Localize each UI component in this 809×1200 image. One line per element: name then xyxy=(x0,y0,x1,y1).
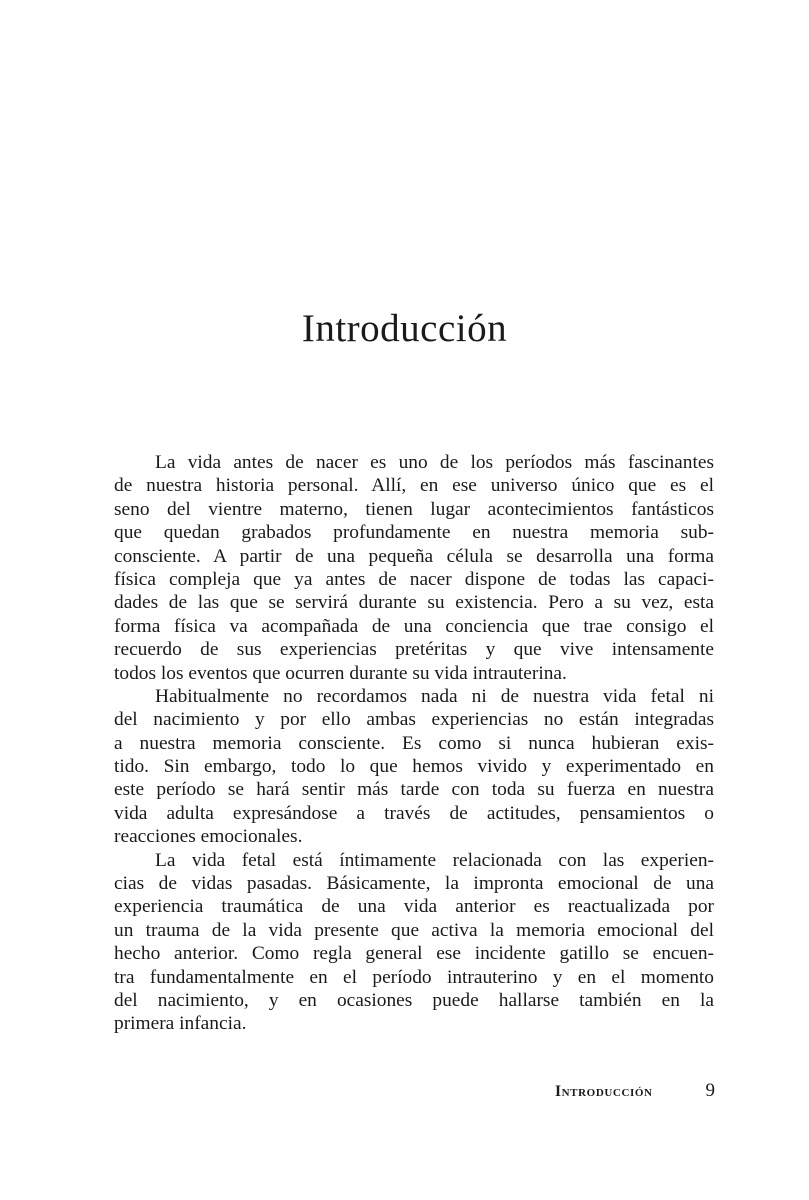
paragraph-2-line-3: a nuestra memoria consciente. Es como si nunca hubieran exis- xyxy=(114,732,714,754)
paragraph-2-line-7: reacciones emocionales. xyxy=(114,826,303,848)
paragraph-3-line-7: del nacimiento, y en ocasiones puede hallarse también en la xyxy=(114,989,714,1011)
page-footer xyxy=(555,1080,715,1107)
chapter-title: Introducción xyxy=(301,307,508,350)
paragraph-3-line-2: cias de vidas pasadas. Básicamente, la impronta emocional de una xyxy=(114,873,714,895)
paragraph-1-line-9: recuerdo de sus experiencias pretéritas y que vive intensamente xyxy=(114,639,714,661)
body-text xyxy=(114,451,714,1036)
paragraph-2-line-2: del nacimiento y por ello ambas experiencias no están integradas xyxy=(114,709,714,731)
paragraph-1-line-5: consciente. A partir de una pequeña célula se desarrolla una forma xyxy=(114,545,714,567)
paragraph-1-line-2: de nuestra historia personal. Allí, en ese universo único que es el xyxy=(114,475,714,497)
page-number: 9 xyxy=(705,1080,715,1101)
paragraph-2-line-1: Habitualmente no recordamos nada ni de nuestra vida fetal ni xyxy=(155,685,714,707)
paragraph-3-line-3: experiencia traumática de una vida anterior es reactualizada por xyxy=(114,896,714,918)
paragraph-1-line-8: forma física va acompañada de una conciencia que trae consigo el xyxy=(114,615,714,637)
paragraph-1-line-10: todos los eventos que ocurren durante su vida intrauterina. xyxy=(114,662,567,684)
paragraph-3-line-6: tra fundamentalmente en el período intrauterino y en el momento xyxy=(114,966,714,988)
paragraph-3-line-1: La vida fetal está íntimamente relacionada con las experien- xyxy=(155,849,714,871)
paragraph-1-line-3: seno del vientre materno, tienen lugar acontecimientos fantásticos xyxy=(114,498,714,520)
paragraph-1-line-1: La vida antes de nacer es uno de los períodos más fascinantes xyxy=(155,452,714,473)
paragraph-3-line-8: primera infancia. xyxy=(114,1013,247,1035)
paragraph-1-line-4: que quedan grabados profundamente en nuestra memoria sub- xyxy=(114,522,714,544)
paragraph-2-line-6: vida adulta expresándose a través de actitudes, pensamientos o xyxy=(114,802,714,824)
running-head: Introducción xyxy=(555,1083,653,1100)
paragraph-3-line-5: hecho anterior. Como regla general ese incidente gatillo se encuen- xyxy=(114,943,714,965)
paragraph-1-line-6: física compleja que ya antes de nacer dispone de todas las capaci- xyxy=(114,568,714,590)
paragraph-1-line-7: dades de las que se servirá durante su existencia. Pero a su vez, esta xyxy=(114,592,714,614)
paragraph-2-line-5: este período se hará sentir más tarde con toda su fuerza en nuestra xyxy=(114,779,714,801)
paragraph-2-line-4: tido. Sin embargo, todo lo que hemos vivido y experimentado en xyxy=(114,756,714,778)
paragraph-3-line-4: un trauma de la vida presente que activa la memoria emocional del xyxy=(114,919,714,941)
